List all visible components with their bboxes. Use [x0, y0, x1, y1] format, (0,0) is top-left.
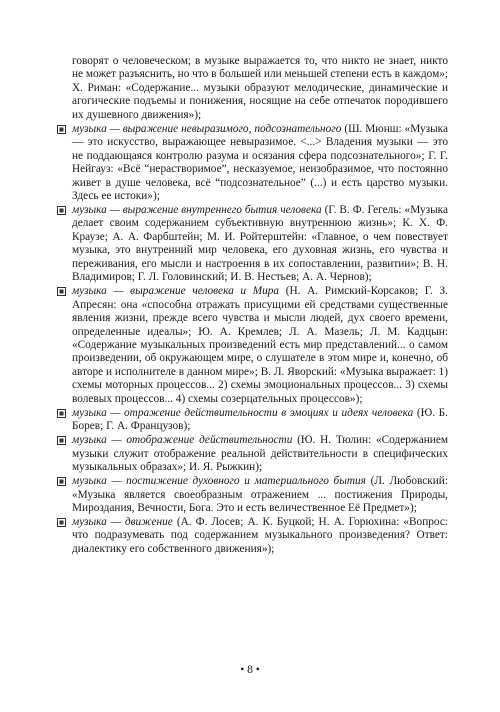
square-bullet-icon — [57, 287, 66, 296]
list-item — [56, 204, 448, 285]
list-item — [56, 123, 448, 204]
entry-term: музыка — выражение человека и Мира — [72, 285, 280, 298]
list-item — [56, 516, 448, 556]
square-bullet-icon — [57, 409, 66, 418]
list-item — [56, 285, 448, 406]
square-bullet-icon — [57, 518, 66, 527]
page-body — [56, 55, 448, 556]
entry-text: (Л. Любовский: «Музыка является своеобразным отражением ... постижения Природы, Мироздания, Вечности, Бога. Это и есть величественное Её Предмет»); — [72, 475, 448, 514]
entry-text: (Ю. Н. Тюлин: «Содержанием музыки служит отображение реальной действительности в специфических музыкальных образах»; И. Я. Рыжкин); — [72, 434, 448, 474]
entry-term: музыка — выражение внутреннего бытия человека — [72, 203, 322, 216]
intro-paragraph: говорят о человеческом; в музыке выражается то, что никто не знает, никто не может разъяснить, но что в большей или меньшей степени есть в каждом»; Х. Риман: «Содержание... музыки образуют мелодические, динамические и агогические подъемы и понижения, носящие на себе отпечаток породившего их душевного движения»); — [72, 55, 448, 121]
entry-term: музыка — выражение невыразимого, подсознательного — [72, 122, 342, 135]
entry-text: (Ю. Б. Борев; Г. А. Французов); — [72, 406, 448, 433]
square-bullet-icon — [57, 436, 66, 445]
entry-text: (Ш. Мюнш: «Музыка — это искусство, выражающее невыразимое. <...> Владения музыки — это не поддающаяся контролю разума и осязания сфера подсознательного»; Г. Г. Нейгауз: «Всё “нерастворимое”, несказуемое, неизобразимое, что постоянно живет в душе человека, всё “подсознательное” (...) и есть царство музыки. Здесь ее истоки»); — [72, 122, 448, 203]
entry-text: (Н. А. Римский-Корсаков; Г. З. Апресян: она «способна отражать присущими ей средствами существенные явления жизни, прежде всего чувства и мысли людей, дух своего времени, определенные идеалы»; Ю. А. Кремлев; Л. А. Мазель; Л. М. Кадцын: «Содержание музыкальных произведений есть мир представлений... о самом произведении, об окружающем мире, о слушателе в этом мире и, конечно, об авторе и исполнителе в данном мире»; В. Л. Яворский: «Музыка выражает: 1) схемы моторных процессов... 2) схемы эмоциональных процессов... 3) схемы волевых процессов... 4) схемы созерцательных процессов»); — [72, 285, 448, 405]
list-item — [56, 407, 448, 434]
list-item — [56, 475, 448, 515]
entry-text: (А. Ф. Лосев; А. К. Буцкой; Н. А. Горюхина: «Вопрос: что подразумевать под содержанием музыкального произведения? Ответ: диалектику его собственного движения»); — [72, 515, 448, 555]
square-bullet-icon — [57, 477, 66, 486]
square-bullet-icon — [57, 206, 66, 215]
entry-term: музыка — постижение духовного и материального бытия — [72, 475, 366, 488]
page-number: • 8 • — [240, 664, 260, 676]
list-item — [56, 434, 448, 474]
entry-text: (Г. В. Ф. Гегель: «Музыка делает своим содержанием субъективную внутреннюю жизнь»; К. Х. Ф. Краузе; А. А. Фарбштейн; М. И. Ройтерштейн: «Главное, о чем повествует музыка, это внутренний мир человека, его духовная жизнь, его чувства и переживания, его мысли и настроения в их сопоставлении, развитии»; В. Н. Владимиров; Г. Л. Головинский; И. В. Нестьев; А. А. Чернов); — [72, 203, 448, 284]
entry-term: музыка — движение — [72, 515, 173, 528]
square-bullet-icon — [57, 125, 66, 134]
entry-term: музыка — отражение действительности в эмоциях и идеях человека — [72, 406, 414, 419]
entry-term: музыка — отображение действительности — [72, 434, 293, 447]
